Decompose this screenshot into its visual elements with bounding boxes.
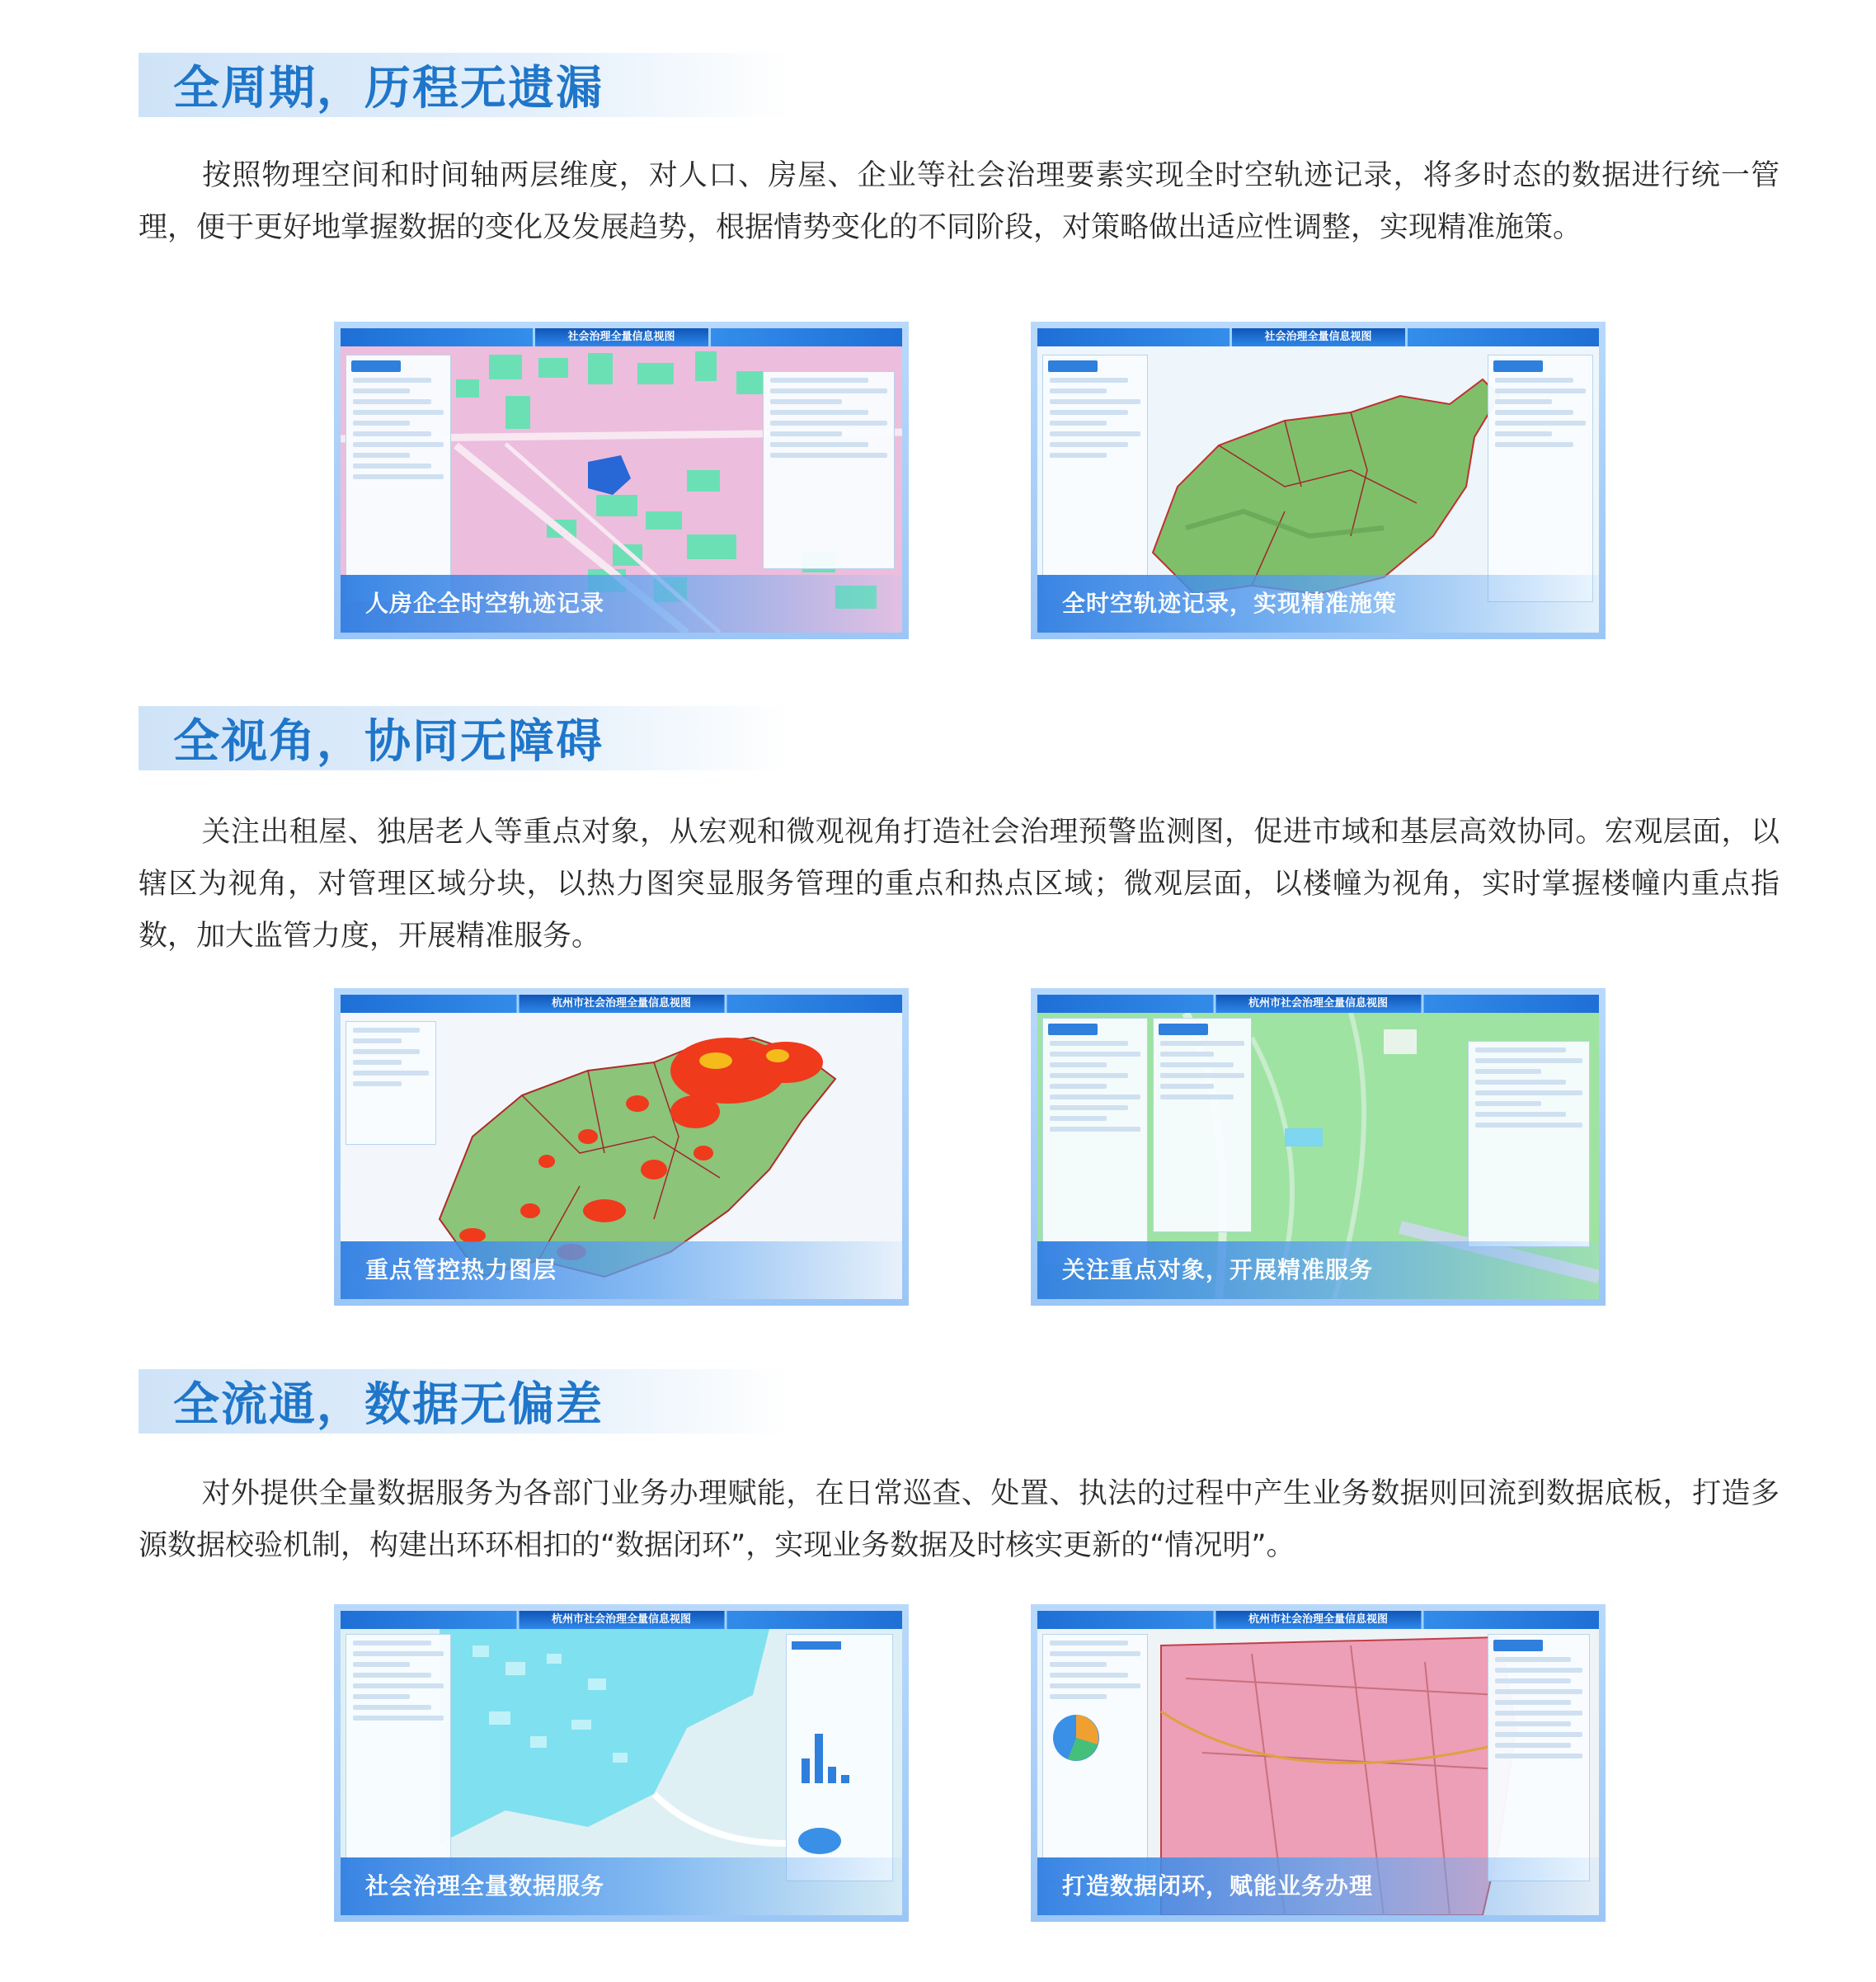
- mini-pie-graphic: [1043, 1705, 1147, 1771]
- screenshot-caption: [341, 575, 902, 633]
- screenshot-caption: [1037, 1857, 1599, 1915]
- mini-chart-graphic: [787, 1635, 892, 1881]
- right-chart-panel[interactable]: [786, 1634, 893, 1881]
- section-title-text: 全流通，数据无偏差: [173, 1378, 604, 1432]
- section-paragraph-3: [139, 1468, 1780, 1572]
- right-list-panel[interactable]: [1468, 1041, 1590, 1247]
- left-object-panel[interactable]: [1042, 1018, 1148, 1265]
- right-stats-panel[interactable]: [1488, 355, 1593, 602]
- window-title: 杭州市社会治理全量信息视图: [516, 995, 726, 1013]
- caption-text: 重点管控热力图层: [365, 1256, 557, 1283]
- caption-text: 社会治理全量数据服务: [365, 1872, 605, 1900]
- left-map-panel[interactable]: [1042, 1634, 1148, 1881]
- paragraph-text: 按照物理空间和时间轴两层维度，对人口、房屋、企业等社会治理要素实现全时空轨迹记录，将多时态的数据进行统一管理，便于更好地掌握数据的变化及发展趋势，根据情势变化的不同阶段，对策略做出适应性调整，实现精准施策。: [139, 159, 1780, 244]
- left-stats-panel[interactable]: [1042, 355, 1148, 602]
- caption-text: 全时空轨迹记录，实现精准施策: [1062, 590, 1398, 617]
- right-result-panel[interactable]: [763, 371, 895, 569]
- mid-detail-panel[interactable]: [1153, 1018, 1252, 1232]
- screenshot-data-service: [334, 1604, 909, 1922]
- screenshot-caption: [1037, 1241, 1599, 1299]
- left-info-panel[interactable]: [346, 355, 451, 602]
- screenshot-precise-policy: [1031, 322, 1606, 639]
- caption-text: 人房企全时空轨迹记录: [365, 590, 605, 617]
- left-layer-panel[interactable]: [346, 1021, 436, 1145]
- screenshot-caption: [341, 1241, 902, 1299]
- screenshot-caption: [341, 1857, 902, 1915]
- window-topbar: [1037, 1611, 1599, 1629]
- caption-text: 关注重点对象，开展精准服务: [1062, 1256, 1374, 1283]
- window-title: 杭州市社会治理全量信息视图: [516, 1611, 726, 1629]
- paragraph-text: 对外提供全量数据服务为各部门业务办理赋能，在日常巡查、处置、执法的过程中产生业务数据则回流到数据底板，打造多源数据校验机制，构建出环环相扣的“数据闭环”，实现业务数据及时核实更新的“情况明”。: [139, 1477, 1780, 1562]
- section-title-text: 全周期，历程无遗漏: [173, 62, 604, 115]
- section-paragraph-1: [139, 150, 1780, 254]
- left-metrics-panel[interactable]: [346, 1634, 451, 1881]
- right-ranking-panel[interactable]: [1488, 1634, 1590, 1881]
- window-topbar: [341, 1611, 902, 1629]
- window-title: 社会治理全量信息视图: [532, 328, 710, 346]
- window-topbar: [341, 328, 902, 346]
- window-title: 杭州市社会治理全量信息视图: [1213, 995, 1423, 1013]
- section-paragraph-2: [139, 807, 1780, 963]
- screenshot-heatmap-layer: [334, 988, 909, 1306]
- screenshot-key-targets: [1031, 988, 1606, 1306]
- section-title-1: [139, 53, 790, 117]
- window-title: 杭州市社会治理全量信息视图: [1213, 1611, 1423, 1629]
- section-title-3: [139, 1369, 790, 1434]
- screenshot-caption: [1037, 575, 1599, 633]
- screenshot-track-record: [334, 322, 909, 639]
- section-title-text: 全视角，协同无障碍: [173, 715, 604, 769]
- caption-text: 打造数据闭环，赋能业务办理: [1062, 1872, 1374, 1900]
- window-topbar: [1037, 328, 1599, 346]
- window-title: 社会治理全量信息视图: [1229, 328, 1407, 346]
- window-topbar: [1037, 995, 1599, 1013]
- section-title-2: [139, 706, 790, 770]
- window-topbar: [341, 995, 902, 1013]
- screenshot-data-loop: [1031, 1604, 1606, 1922]
- paragraph-text: 关注出租屋、独居老人等重点对象，从宏观和微观视角打造社会治理预警监测图，促进市域和基层高效协同。宏观层面，以辖区为视角，对管理区域分块，以热力图突显服务管理的重点和热点区域；微观层面，以楼幢为视角，实时掌握楼幢内重点指数，加大监管力度，开展精准服务。: [139, 816, 1780, 953]
